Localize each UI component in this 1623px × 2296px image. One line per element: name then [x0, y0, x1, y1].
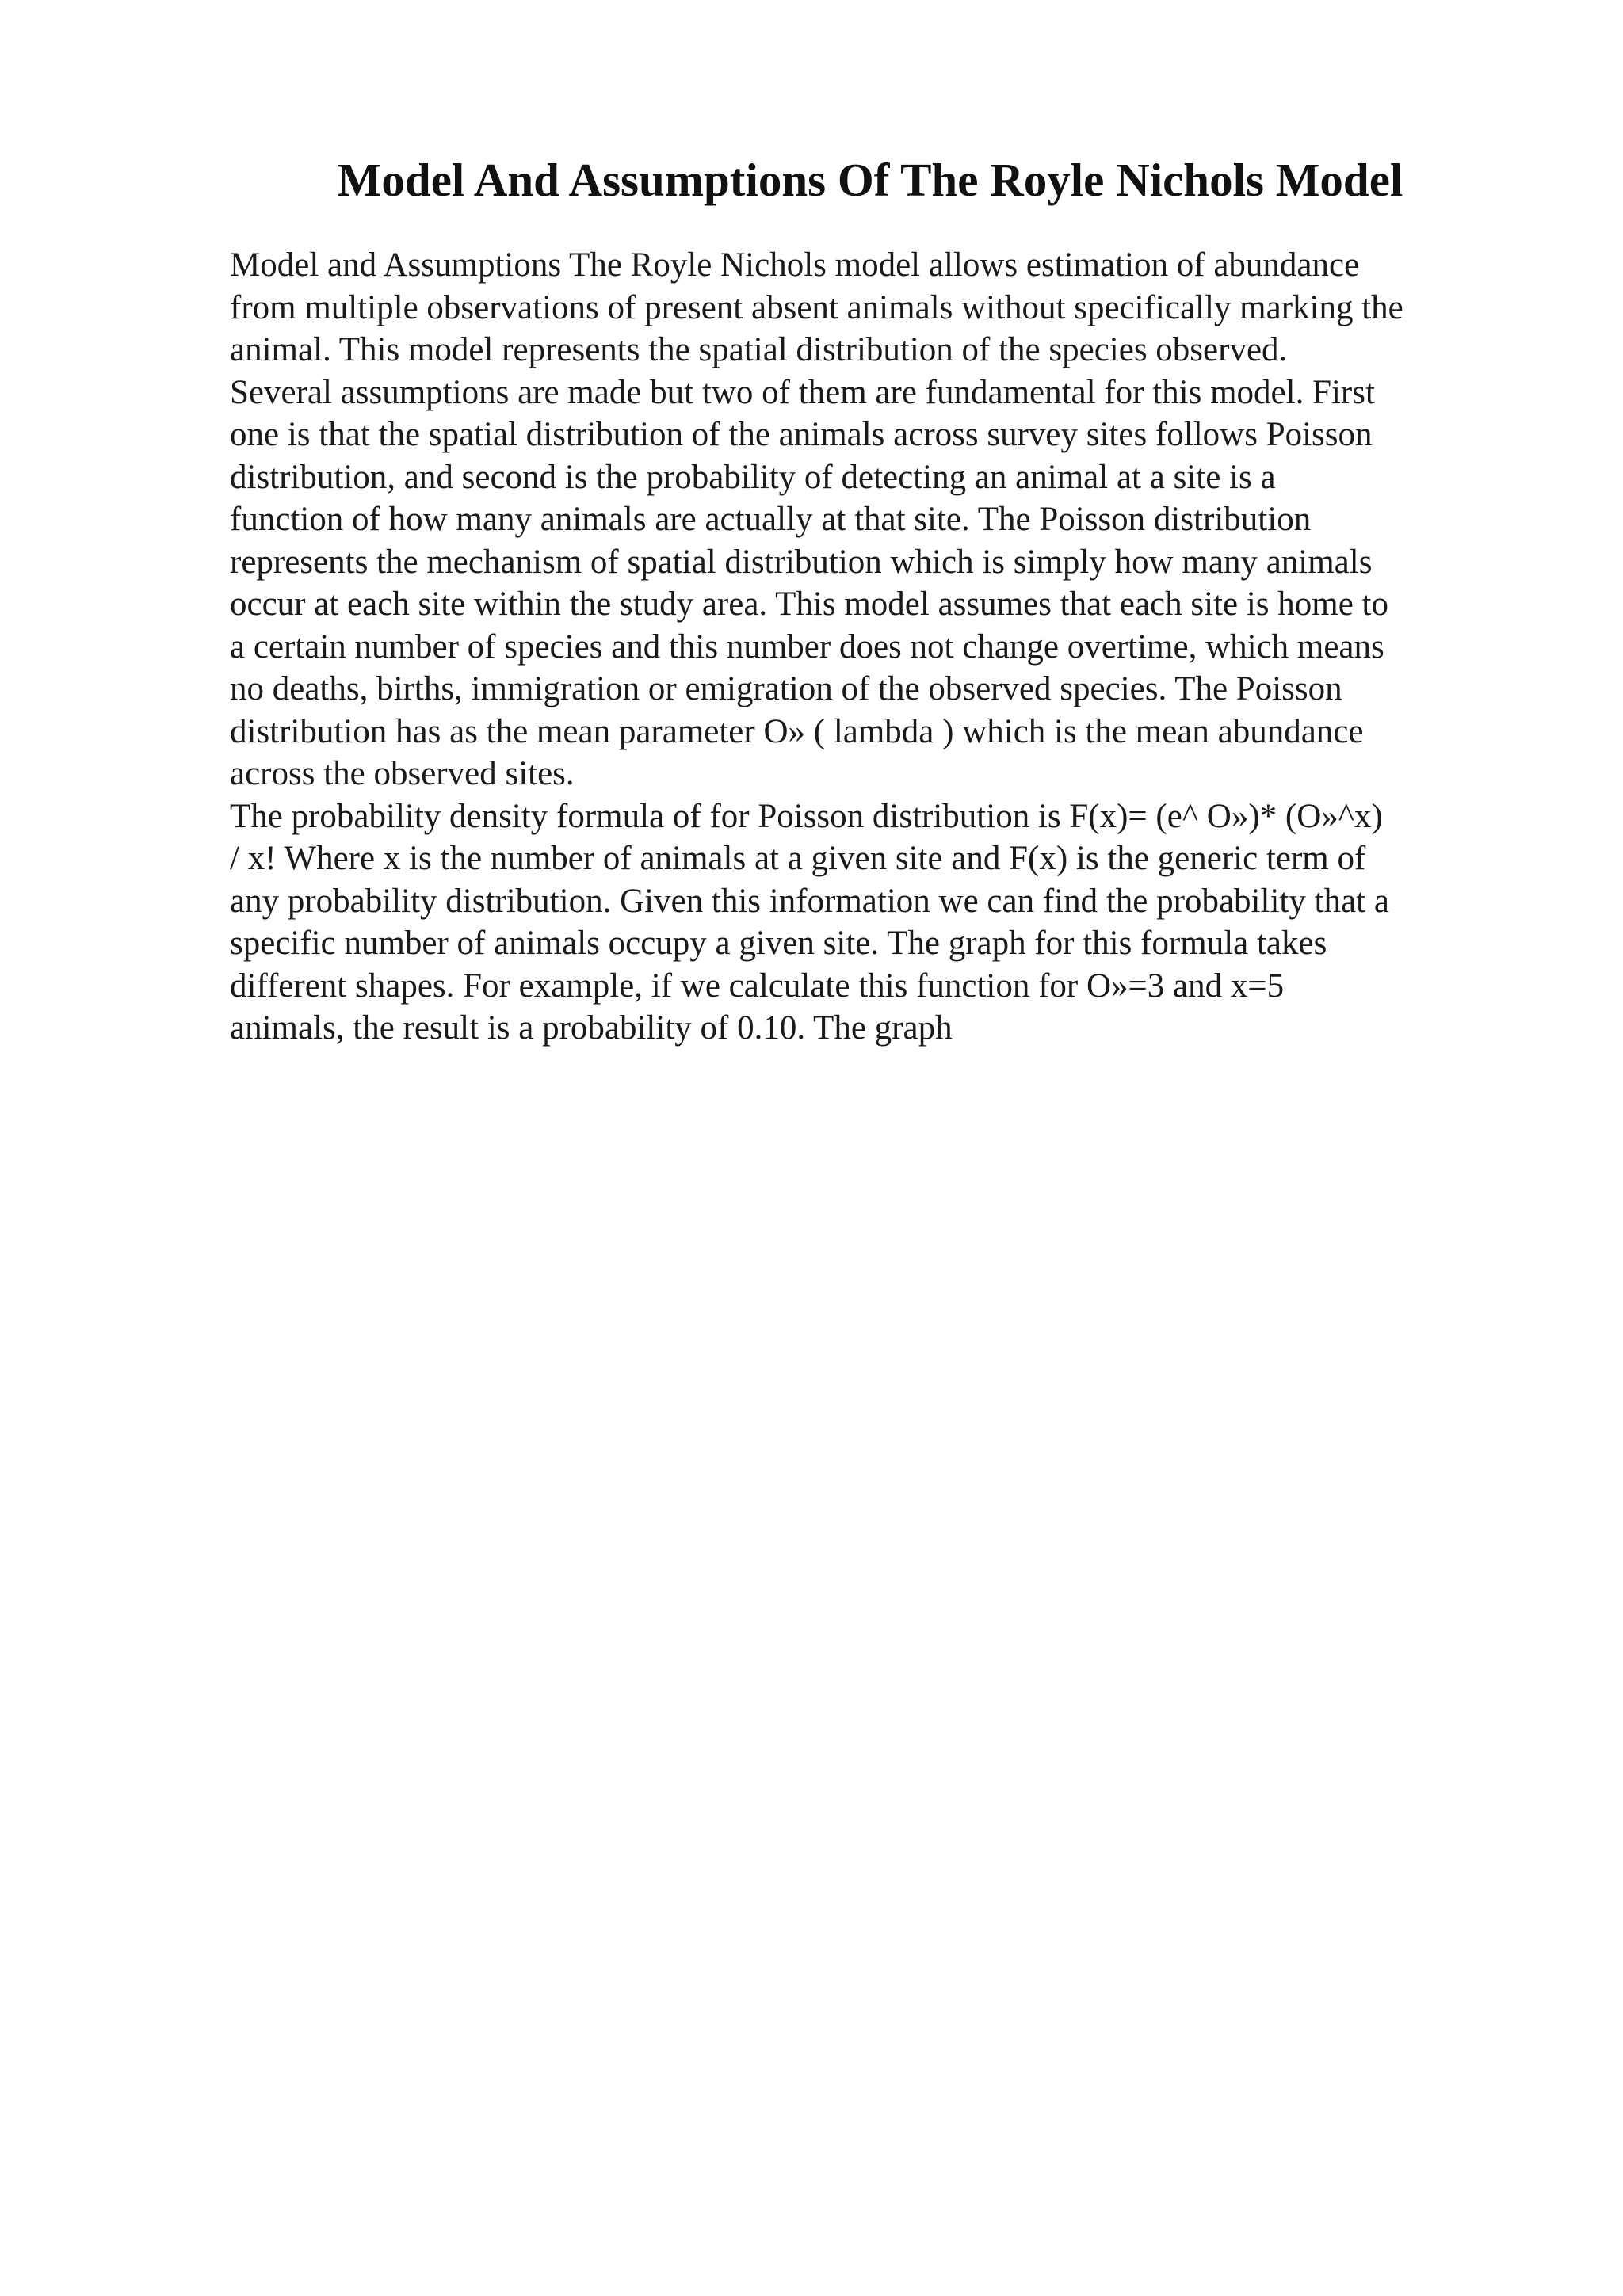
body-line: represents the mechanism of spatial distribution which is simply how many animals: [230, 543, 1373, 581]
body-line: specific number of animals occupy a given site. The graph for this formula takes: [230, 925, 1327, 962]
body-line: from multiple observations of present absent animals without specifically marking the: [230, 288, 1403, 326]
body-line: animal. This model represents the spatial distribution of the species observed.: [230, 331, 1288, 368]
body-line: Several assumptions are made but two of them are fundamental for this model. First: [230, 373, 1375, 411]
body-line: any probability distribution. Given this information we can find the probability that a: [230, 882, 1389, 920]
body-line: distribution has as the mean parameter O» ( lambda ) which is the mean abundance: [230, 712, 1364, 750]
body-line: occur at each site within the study area. This model assumes that each site is home to: [230, 585, 1388, 623]
document-body: [230, 244, 1498, 1050]
body-line: / x! Where x is the number of animals at a given site and F(x) is the generic term of: [230, 840, 1366, 877]
body-line: distribution, and second is the probability of detecting an animal at a site is a: [230, 458, 1276, 496]
body-line: Model and Assumptions The Royle Nichols model allows estimation of abundance: [230, 246, 1360, 284]
body-line: a certain number of species and this number does not change overtime, which means: [230, 627, 1384, 666]
body-line: across the observed sites.: [230, 755, 575, 792]
body-line: The probability density formula of for Poisson distribution is F(x)= (e^ O»)* (O»^x): [230, 797, 1383, 835]
body-line: one is that the spatial distribution of the animals across survey sites follows Poisson: [230, 416, 1373, 453]
document-title: Model And Assumptions Of The Royle Nichols Model: [337, 154, 1403, 206]
body-line: animals, the result is a probability of 0.10. The graph: [230, 1009, 953, 1047]
body-line: different shapes. For example, if we calculate this function for O»=3 and x=5: [230, 967, 1285, 1005]
body-line: function of how many animals are actually at that site. The Poisson distribution: [230, 501, 1312, 538]
body-line: no deaths, births, immigration or emigration of the observed species. The Poisson: [230, 670, 1342, 707]
